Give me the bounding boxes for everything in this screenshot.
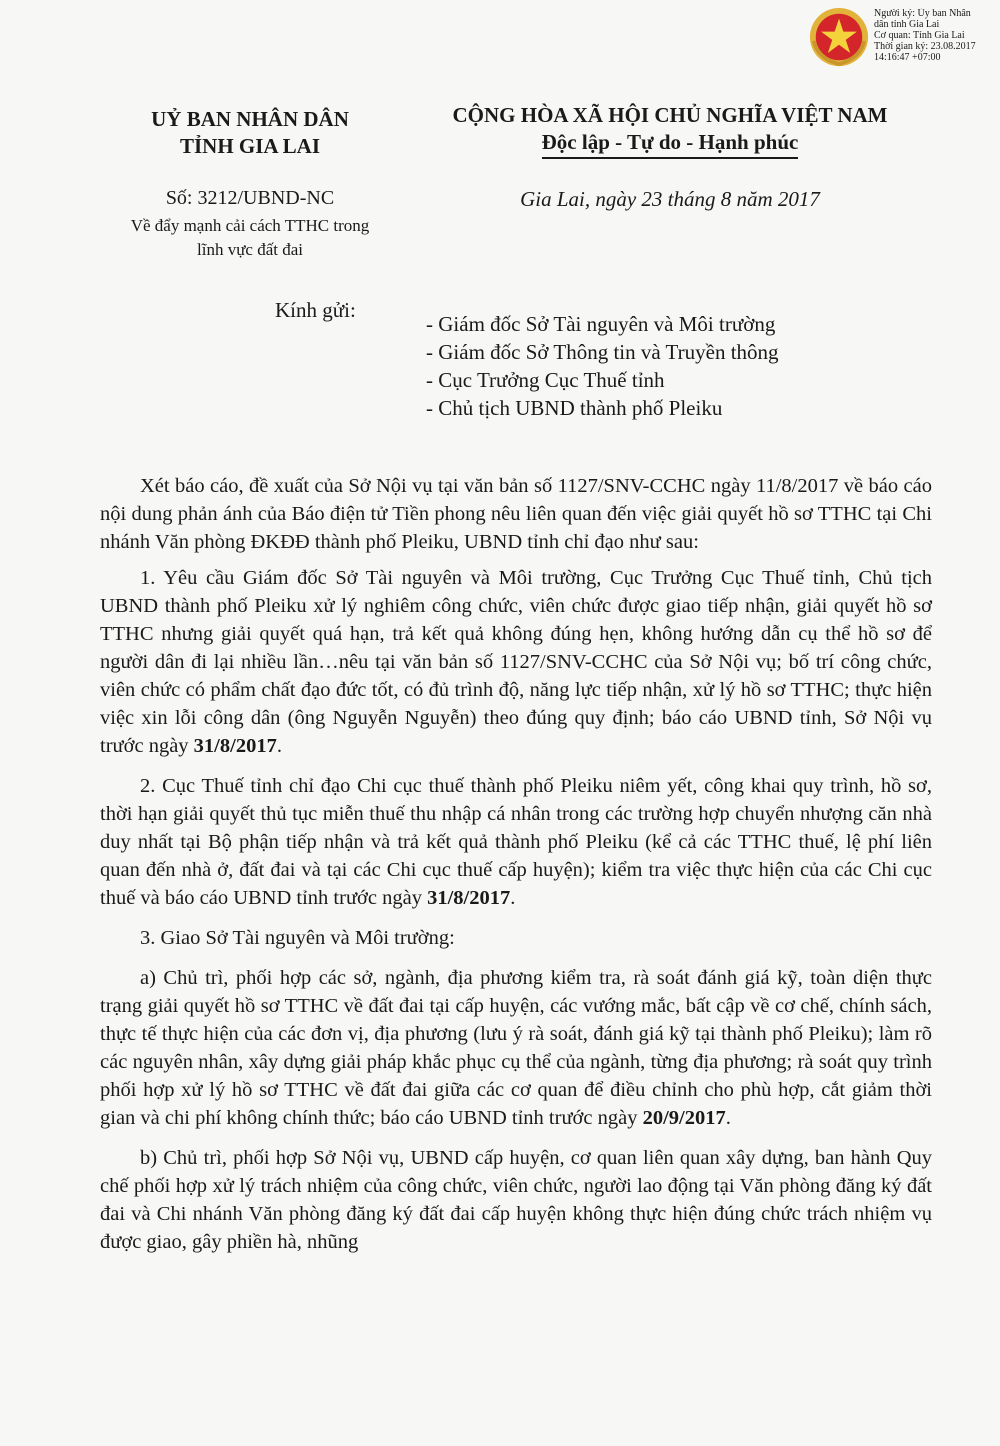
item-2-deadline: 31/8/2017	[427, 887, 511, 909]
org-line2: TỈNH GIA LAI	[179, 134, 321, 158]
signature-signer: Người ký: Ủy ban Nhân	[874, 8, 971, 19]
signature-time-cont: 14:16:47 +07:00	[874, 52, 941, 63]
recipients-label: Kính gửi:	[275, 298, 356, 322]
item-3a-deadline: 20/9/2017	[642, 1107, 726, 1129]
paragraph-item-2: 2. Cục Thuế tỉnh chỉ đạo Chi cục thuế thành phố Pleiku niêm yết, công khai quy trình, hồ sơ, thời hạn giải quyết thủ tục miễn thuế thu nhập cá nhân trong các trường hợp chuyển nhượng căn nhà duy nhất tại Bộ phận tiếp nhận và trả kết quả thành phố Pleiku (kể cả các TTHC thuế, lệ phí liên quan đến nhà ở, đất đai và tại các Chi cục thuế cấp huyện); kiểm tra việc thực hiện của các Chi cục thuế và báo cáo UBND tỉnh trước ngày 31/8/2017.	[100, 775, 932, 909]
signature-signer-cont: dân tỉnh Gia Lai	[874, 19, 940, 30]
subject-line1: Về đẩy mạnh cải cách TTHC trong	[130, 216, 370, 235]
issuing-authority	[100, 106, 400, 160]
signature-time: Thời gian ký: 23.08.2017	[874, 41, 976, 52]
nation-name: CỘNG HÒA XÃ HỘI CHỦ NGHĨA VIỆT NAM	[452, 103, 888, 127]
item-3a-text: a) Chủ trì, phối hợp các sở, ngành, địa phương kiểm tra, rà soát đánh giá kỹ, toàn diện thực trạng giải quyết hồ sơ TTHC về đất đai tại cấp huyện, các vướng mắc, bất cập về cơ chế, chính sách, thực tế thực hiện của các đơn vị, địa phương (lưu ý rà soát, đánh giá kỹ tại thành phố Pleiku); làm rõ các nguyên nhân, xây dựng giải pháp khắc phục cụ thể của ngành, từng địa phương; rà soát quy trình phối hợp xử lý hồ sơ TTHC về đất đai giữa các cơ quan để điều chỉnh cho phù hợp, cắt giảm thời gian và chi phí không chính thức; báo cáo UBND tỉnh trước ngày	[100, 967, 932, 1129]
paragraph-item-3: 3. Giao Sở Tài nguyên và Môi trường:	[140, 927, 455, 949]
intro-paragraph: Xét báo cáo, đề xuất của Sở Nội vụ tại văn bản số 1127/SNV-CCHC ngày 11/8/2017 về báo cáo nội dung phản ánh của Báo điện tử Tiền phong nêu liên quan đến việc giải quyết hồ sơ TTHC tại Chi nhánh Văn phòng ĐKĐĐ thành phố Pleiku, UBND tỉnh chỉ đạo như sau:	[100, 475, 932, 553]
signature-agency: Cơ quan: Tỉnh Gia Lai	[874, 30, 965, 41]
recipient-item: - Cục Trưởng Cục Thuế tỉnh	[426, 368, 665, 392]
document-number: Số: 3212/UBND-NC	[165, 187, 335, 209]
recipients-list	[426, 310, 779, 422]
recipient-item: - Giám đốc Sở Tài nguyên và Môi trường	[426, 312, 776, 336]
digital-signature-stamp	[874, 8, 998, 63]
paragraph-item-3b: b) Chủ trì, phối hợp Sở Nội vụ, UBND cấp huyện, cơ quan liên quan xây dựng, ban hành Quy chế phối hợp xử lý trách nhiệm của công chức, viên chức, người lao động tại Văn phòng đăng ký đất đai và Chi nhánh Văn phòng đăng ký đất đai cấp huyện không thực hiện đúng chức trách nhiệm vụ được giao, gây phiền hà, nhũng	[100, 1147, 932, 1253]
item-1-deadline: 31/8/2017	[193, 735, 277, 757]
place-date: Gia Lai, ngày 23 tháng 8 năm 2017	[520, 187, 820, 211]
document-body	[100, 472, 932, 1268]
item-2-text: 2. Cục Thuế tỉnh chỉ đạo Chi cục thuế thành phố Pleiku niêm yết, công khai quy trình, hồ sơ, thời hạn giải quyết thủ tục miễn thuế thu nhập cá nhân trong các trường hợp chuyển nhượng căn nhà duy nhất tại Bộ phận tiếp nhận và trả kết quả thành phố Pleiku (kể cả các TTHC thuế, lệ phí liên quan đến nhà ở, đất đai và tại các Chi cục thuế cấp huyện); kiểm tra việc thực hiện của các Chi cục thuế và báo cáo UBND tỉnh trước ngày	[100, 775, 932, 909]
paragraph-item-1: 1. Yêu cầu Giám đốc Sở Tài nguyên và Môi trường, Cục Trưởng Cục Thuế tỉnh, Chủ tịch UBND thành phố Pleiku xử lý nghiêm công chức, viên chức được giao tiếp nhận, giải quyết hồ sơ TTHC nhưng giải quyết quá hạn, trả kết quả không đúng hẹn, không hướng dẫn cụ thể hồ sơ để người dân đi lại nhiều lần…nêu tại văn bản số 1127/SNV-CCHC của Sở Nội vụ; bố trí công chức, viên chức có phẩm chất đạo đức tốt, có đủ trình độ, năng lực tiếp nhận, xử lý hồ sơ TTHC; thực hiện việc xin lỗi công dân (ông Nguyễn Nguyễn) theo đúng quy định; báo cáo UBND tỉnh, Sở Nội vụ trước ngày 31/8/2017.	[100, 567, 932, 757]
document-subject	[100, 214, 400, 262]
item-1-text: 1. Yêu cầu Giám đốc Sở Tài nguyên và Môi trường, Cục Trưởng Cục Thuế tỉnh, Chủ tịch UBND thành phố Pleiku xử lý nghiêm công chức, viên chức được giao tiếp nhận, giải quyết hồ sơ TTHC nhưng giải quyết quá hạn, trả kết quả không đúng hẹn, không hướng dẫn cụ thể hồ sơ để người dân đi lại nhiều lần…nêu tại văn bản số 1127/SNV-CCHC của Sở Nội vụ; bố trí công chức, viên chức có phẩm chất đạo đức tốt, có đủ trình độ, năng lực tiếp nhận, xử lý hồ sơ TTHC; thực hiện việc xin lỗi công dân (ông Nguyễn Nguyễn) theo đúng quy định; báo cáo UBND tỉnh, Sở Nội vụ trước ngày	[100, 567, 932, 757]
recipient-item: - Giám đốc Sở Thông tin và Truyền thông	[426, 340, 779, 364]
national-motto	[440, 102, 900, 156]
paragraph-item-3a: a) Chủ trì, phối hợp các sở, ngành, địa phương kiểm tra, rà soát đánh giá kỹ, toàn diện thực trạng giải quyết hồ sơ TTHC về đất đai tại cấp huyện, các vướng mắc, bất cập về cơ chế, chính sách, thực tế thực hiện của các đơn vị, địa phương (lưu ý rà soát, đánh giá kỹ tại thành phố Pleiku); làm rõ các nguyên nhân, xây dựng giải pháp khắc phục cụ thể của ngành, từng địa phương; rà soát quy trình phối hợp xử lý hồ sơ TTHC về đất đai giữa các cơ quan để điều chỉnh cho phù hợp, cắt giảm thời gian và chi phí không chính thức; báo cáo UBND tỉnh trước ngày 20/9/2017.	[100, 967, 932, 1129]
national-emblem-icon	[808, 6, 870, 68]
subject-line2: lĩnh vực đất đai	[197, 240, 303, 259]
nation-motto: Độc lập - Tự do - Hạnh phúc	[541, 130, 799, 154]
recipient-item: - Chủ tịch UBND thành phố Pleiku	[426, 396, 723, 420]
org-line1: UỶ BAN NHÂN DÂN	[151, 107, 349, 131]
